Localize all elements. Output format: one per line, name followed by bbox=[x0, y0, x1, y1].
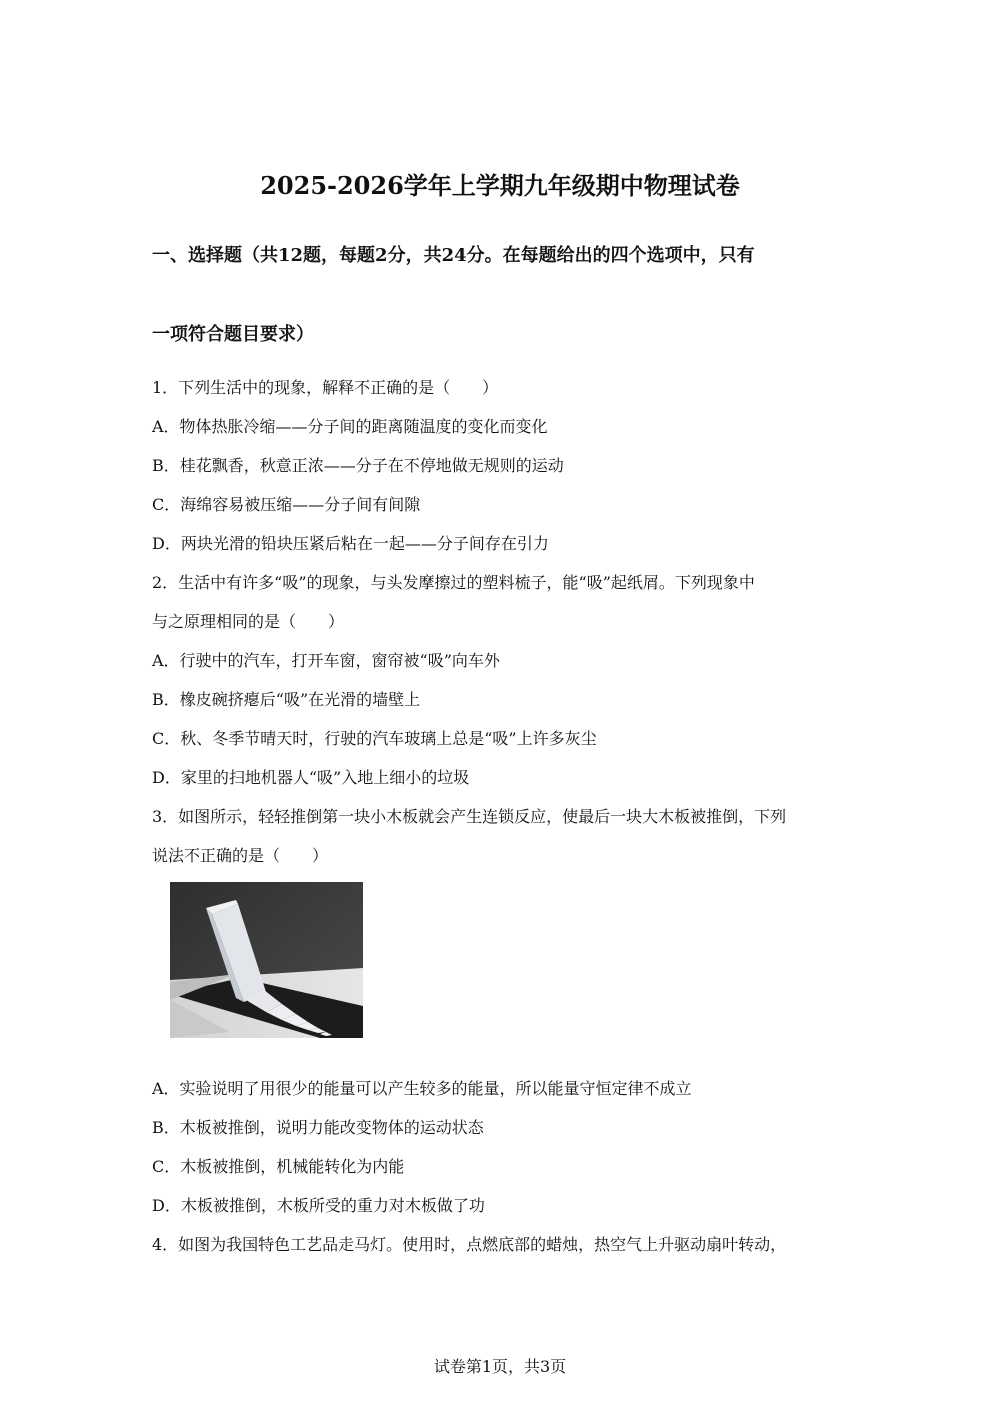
exam-title: 2025-2026学年上学期九年级期中物理试卷 bbox=[260, 171, 740, 200]
question-2-option-b: B．橡皮碗挤瘪后“吸”在光滑的墙壁上 bbox=[152, 690, 421, 709]
question-1-option-b: B．桂花飘香，秋意正浓——分子在不停地做无规则的运动 bbox=[152, 456, 564, 475]
section-heading-line2: 一项符合题目要求） bbox=[152, 324, 314, 345]
question-3-stem-line2: 说法不正确的是（ ） bbox=[152, 846, 329, 865]
question-2-stem-line2: 与之原理相同的是（ ） bbox=[152, 612, 345, 631]
question-2-stem-line1: 2．生活中有许多“吸”的现象，与头发摩擦过的塑料梳子，能“吸”起纸屑。下列现象中 bbox=[152, 573, 755, 592]
question-1-option-d: D．两块光滑的铅块压紧后粘在一起——分子间存在引力 bbox=[152, 534, 549, 553]
question-1-option-a: A．物体热胀冷缩——分子间的距离随温度的变化而变化 bbox=[152, 417, 548, 436]
question-3-option-b: B．木板被推倒，说明力能改变物体的运动状态 bbox=[152, 1118, 484, 1137]
question-2-option-d: D．家里的扫地机器人“吸”入地上细小的垃圾 bbox=[152, 768, 470, 787]
page-footer: 试卷第1页，共3页 bbox=[433, 1357, 567, 1376]
question-2-option-c: C．秋、冬季节晴天时，行驶的汽车玻璃上总是“吸”上许多灰尘 bbox=[152, 729, 597, 748]
question-3-option-a: A．实验说明了用很少的能量可以产生较多的能量，所以能量守恒定律不成立 bbox=[152, 1079, 692, 1098]
question-3-stem-line1: 3．如图所示，轻轻推倒第一块小木板就会产生连锁反应，使最后一块大木板被推倒，下列 bbox=[152, 807, 787, 826]
question-1-option-c: C．海绵容易被压缩——分子间有间隙 bbox=[152, 495, 421, 514]
question-3-option-d: D．木板被推倒，木板所受的重力对木板做了功 bbox=[152, 1196, 485, 1215]
domino-boards-photo bbox=[170, 882, 363, 1038]
question-2-option-a: A．行驶中的汽车，打开车窗，窗帘被“吸”向车外 bbox=[152, 651, 500, 670]
question-4-stem-line1: 4．如图为我国特色工艺品走马灯。使用时，点燃底部的蜡烛，热空气上升驱动扇叶转动， bbox=[152, 1235, 787, 1254]
section-heading-line1: 一、选择题（共12题，每题2分，共24分。在每题给出的四个选项中，只有 bbox=[152, 245, 755, 266]
question-1-stem: 1．下列生活中的现象，解释不正确的是（ ） bbox=[152, 378, 499, 397]
question-3-option-c: C．木板被推倒，机械能转化为内能 bbox=[152, 1157, 405, 1176]
